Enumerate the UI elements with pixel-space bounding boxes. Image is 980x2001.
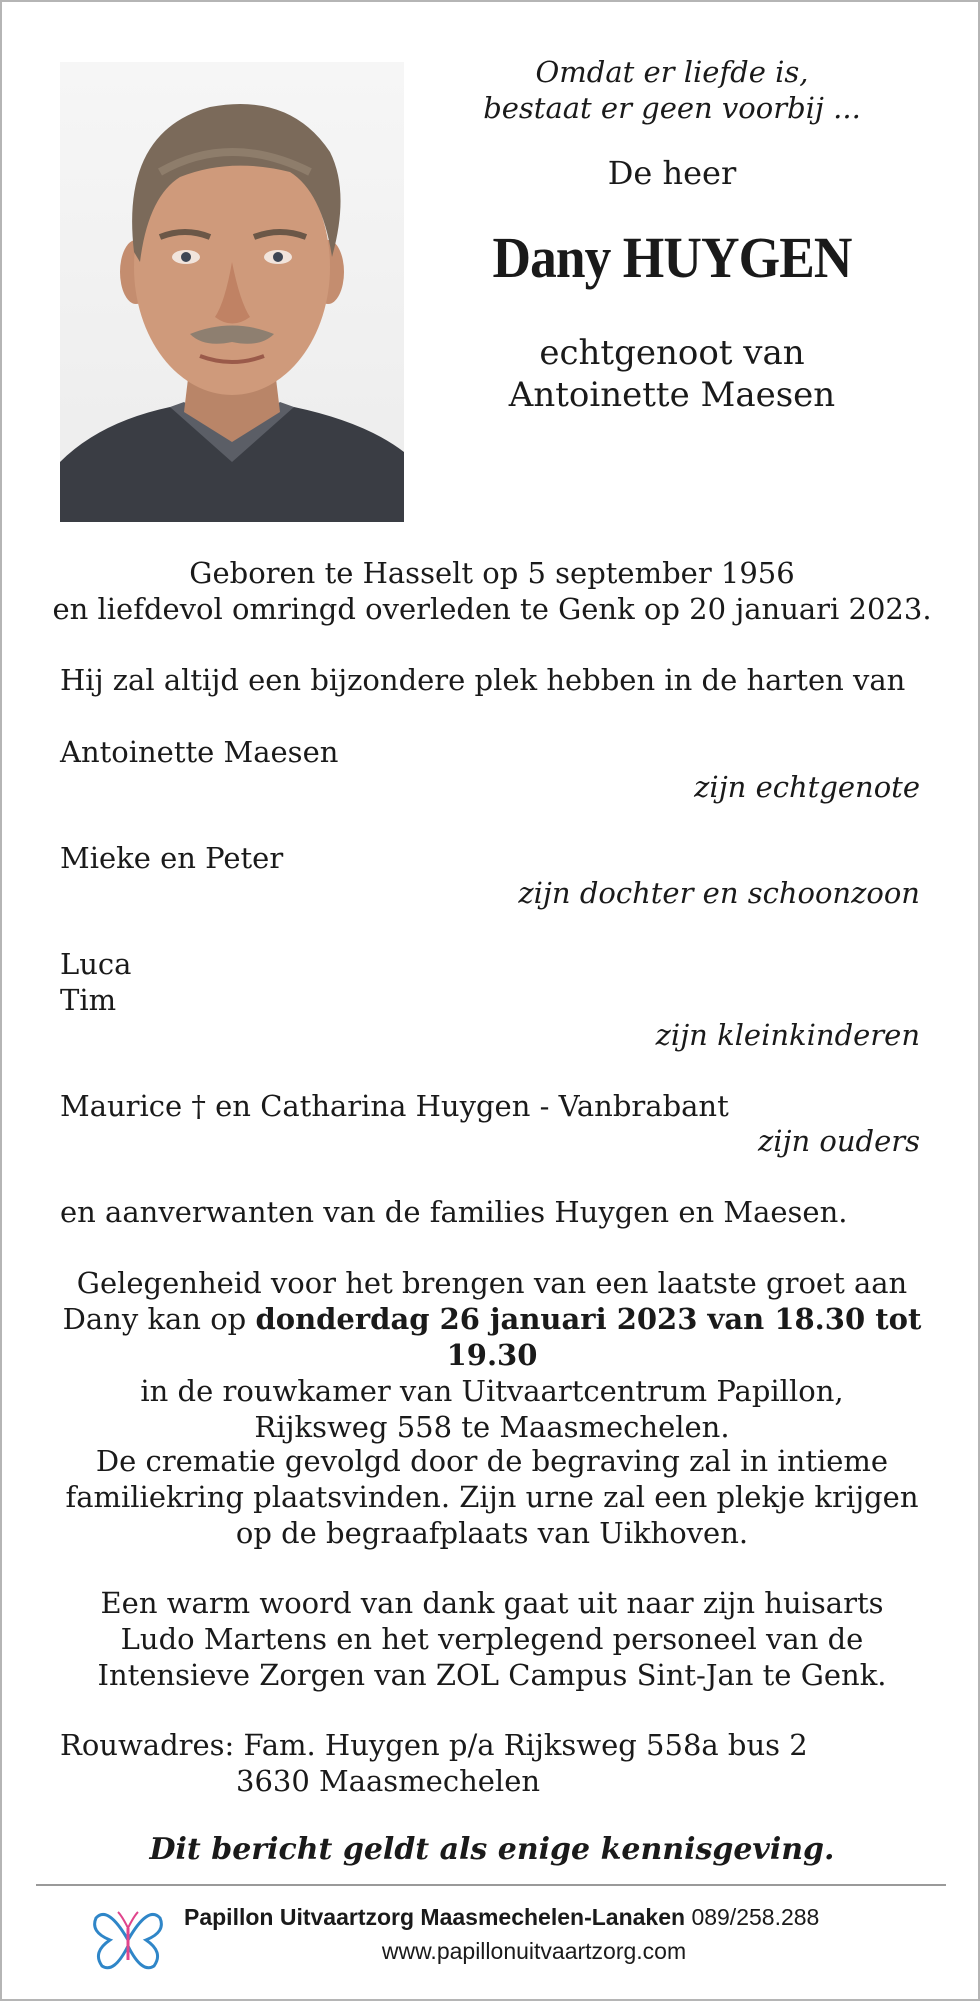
birth-line: Geboren te Hasselt op 5 september 1956 — [189, 556, 795, 590]
spouse-block — [452, 332, 892, 416]
family-member-role: zijn ouders — [757, 1124, 920, 1158]
family-intro: Hij zal altijd een bijzondere plek hebben in de harten van — [60, 663, 906, 697]
visitation-line-2 — [42, 1301, 942, 1373]
visitation-datetime: donderdag 26 januari 2023 van 18.30 tot 19.30 — [255, 1302, 922, 1372]
opening-quote — [452, 54, 892, 126]
family-member-name: Luca — [60, 947, 132, 981]
cremation-line-1: De crematie gevolgd door de begraving zal in intieme — [95, 1444, 889, 1478]
thanks-line-1: Een warm woord van dank gaat uit naar zijn huisarts — [100, 1586, 884, 1620]
portrait-photo — [60, 62, 404, 522]
deceased-name: Dany HUYGEN — [492, 225, 852, 290]
cremation-line-2: familiekring plaatsvinden. Zijn urne zal een plekje krijgen — [65, 1480, 919, 1514]
visitation-text — [42, 1265, 942, 1445]
family-member-name: Maurice † en Catharina Huygen - Vanbrabant — [60, 1089, 729, 1123]
closing-notice: Dit bericht geldt als enige kennisgeving. — [149, 1832, 835, 1867]
spouse-line-2: Antoinette Maesen — [508, 375, 836, 415]
death-line: en liefdevol omringd overleden te Genk op 20 januari 2023. — [52, 592, 932, 626]
portrait-illustration — [60, 62, 404, 522]
butterfly-icon — [88, 1900, 168, 1980]
thanks-line-2: Ludo Martens en het verplegend personeel van de — [120, 1622, 864, 1656]
quote-line-2: bestaat er geen voorbij ... — [483, 91, 861, 125]
thanks-text — [42, 1585, 942, 1693]
divider — [36, 1884, 946, 1886]
visitation-line-3: in de rouwkamer van Uitvaartcentrum Papillon, — [140, 1374, 844, 1408]
birth-death-text — [42, 555, 942, 627]
spouse-line-1: echtgenoot van — [539, 333, 805, 373]
mourning-address-line-2: 3630 Maasmechelen — [236, 1764, 541, 1798]
funeral-home-name: Papillon Uitvaartzorg Maasmechelen-Lanaken — [184, 1904, 686, 1930]
funeral-home-phone: 089/258.288 — [691, 1904, 820, 1930]
family-member-role: zijn echtgenote — [694, 770, 920, 804]
funeral-home-url[interactable]: www.papillonuitvaartzorg.com — [381, 1938, 687, 1964]
visitation-line-4: Rijksweg 558 te Maasmechelen. — [254, 1410, 730, 1444]
cremation-line-3: op de begraafplaats van Uikhoven. — [235, 1516, 749, 1550]
mourning-address-line-1: Rouwadres: Fam. Huygen p/a Rijksweg 558a bus 2 — [60, 1728, 808, 1762]
family-member-name: Antoinette Maesen — [60, 735, 339, 769]
family-member-role: zijn dochter en schoonzoon — [518, 876, 920, 910]
honorific-title: De heer — [607, 154, 737, 192]
family-member-role: zijn kleinkinderen — [655, 1018, 920, 1052]
family-member-name: Mieke en Peter — [60, 841, 284, 875]
funeral-home-line — [184, 1904, 819, 1931]
thanks-line-3: Intensieve Zorgen van ZOL Campus Sint-Jan te Genk. — [97, 1658, 887, 1692]
visitation-line-2-prefix: Dany kan op — [62, 1302, 256, 1336]
family-member-name: Tim — [60, 983, 117, 1017]
cremation-text — [42, 1443, 942, 1551]
relatives-line: en aanverwanten van de families Huygen en Maesen. — [60, 1195, 848, 1229]
visitation-line-1: Gelegenheid voor het brengen van een laatste groet aan — [76, 1266, 908, 1300]
quote-line-1: Omdat er liefde is, — [535, 55, 809, 89]
